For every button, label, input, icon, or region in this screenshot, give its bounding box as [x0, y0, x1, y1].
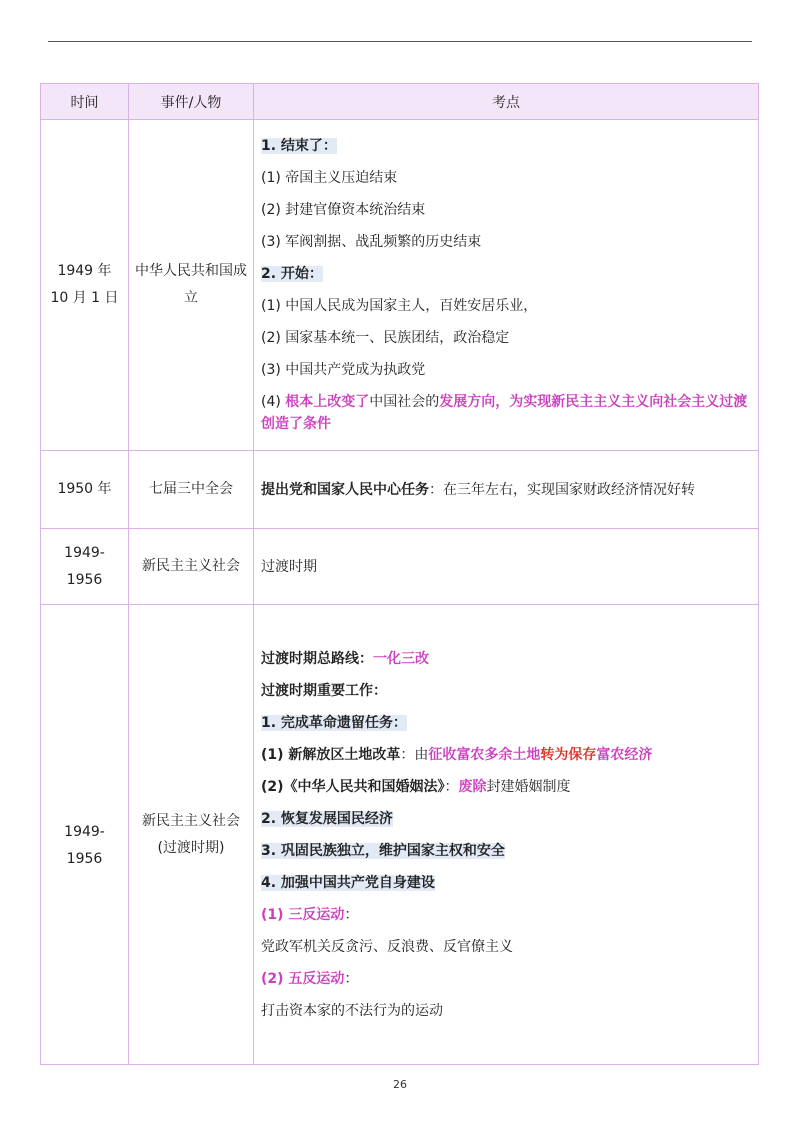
- point-text: (2) 国家基本统一、民族团结，政治稳定: [261, 330, 510, 346]
- point-text: (2)《中华人民共和国婚姻法》: [261, 778, 445, 795]
- point-text: 3. 巩固民族独立，维护国家主权和安全: [261, 842, 505, 859]
- row-time: 1949-1956: [41, 605, 129, 1065]
- table-row: [41, 605, 759, 1065]
- row-points: [254, 451, 759, 529]
- point-text: 党政军机关反贪污、反浪费、反官僚主义: [261, 938, 513, 955]
- point-text: (3) 军阀割据、战乱频繁的历史结束: [261, 234, 482, 250]
- point-line: [261, 771, 751, 803]
- point-line: [261, 194, 751, 226]
- page-number: 26: [393, 1078, 407, 1091]
- point-text: 中国社会的: [369, 394, 440, 410]
- point-text: (1) 帝国主义压迫结束: [261, 170, 398, 186]
- row-time: 1949 年 10 月 1 日: [41, 120, 129, 451]
- point-text: ：: [444, 778, 459, 795]
- notes-table: [40, 83, 759, 1065]
- point-line: [261, 835, 751, 867]
- point-line: [261, 963, 751, 995]
- point-text: (1) 三反运动: [261, 906, 345, 923]
- point-text: 征收富农多余土地: [428, 746, 541, 763]
- row-time: 1949-1956: [41, 529, 129, 605]
- point-line: [261, 290, 751, 322]
- point-text: ：: [344, 906, 359, 923]
- point-text: 2. 恢复发展国民经济: [261, 810, 393, 827]
- point-line: [261, 386, 751, 440]
- point-text: 过渡时期重要工作：: [261, 682, 387, 699]
- row-points: [254, 120, 759, 451]
- point-line: [261, 739, 751, 771]
- point-line: [261, 322, 751, 354]
- point-text: 4. 加强中国共产党自身建设: [261, 874, 435, 891]
- row-event: 七届三中全会: [129, 451, 254, 529]
- point-text: 一化三改: [373, 650, 429, 667]
- point-line: [261, 474, 751, 506]
- point-text: 根本上改变了: [285, 394, 370, 410]
- point-text: 2. 开始：: [261, 266, 323, 282]
- point-text: ：由: [400, 746, 429, 763]
- point-text: 发展方向: [439, 394, 496, 410]
- point-line: [261, 226, 751, 258]
- table-row: [41, 120, 759, 451]
- point-line: [261, 354, 751, 386]
- header-event: 事件/人物: [129, 84, 254, 120]
- row-event: 中华人民共和国成立: [129, 120, 254, 451]
- row-event: 新民主主义社会(过渡时期): [129, 605, 254, 1065]
- point-text: (1) 新解放区土地改革: [261, 746, 401, 763]
- point-line: [261, 643, 751, 675]
- point-line: [261, 867, 751, 899]
- point-text: 转为保存: [540, 746, 597, 763]
- header-points: 考点: [254, 84, 759, 120]
- point-text: (1) 中国人民成为国家主人，百姓安居乐业，: [261, 298, 538, 314]
- point-text: 1. 完成革命遗留任务：: [261, 714, 407, 731]
- point-line: [261, 707, 751, 739]
- point-line: [261, 551, 751, 583]
- point-text: 封建婚姻制度: [486, 778, 571, 795]
- point-line: [261, 162, 751, 194]
- table-row: [41, 451, 759, 529]
- table-header-row: [41, 84, 759, 120]
- point-text: (2) 五反运动: [261, 970, 345, 987]
- point-line: [261, 803, 751, 835]
- point-text: ，为实现新民主主义主义向社会主义过渡创造了条件: [261, 394, 748, 432]
- point-line: [261, 995, 751, 1027]
- point-line: [261, 675, 751, 707]
- point-text: ：在三年左右，实现国家财政经济情况好转: [429, 481, 695, 498]
- row-points: [254, 605, 759, 1065]
- point-text: (4): [261, 394, 286, 410]
- point-text: (3) 中国共产党成为执政党: [261, 362, 426, 378]
- point-text: 提出党和国家人民中心任务: [261, 481, 429, 498]
- row-points: [254, 529, 759, 605]
- point-text: 1. 结束了：: [261, 138, 337, 154]
- point-text: 废除: [458, 778, 487, 795]
- header-rule: [48, 41, 752, 42]
- header-time: 时间: [41, 84, 129, 120]
- point-text: ：: [344, 970, 359, 987]
- point-text: (2) 封建官僚资本统治结束: [261, 202, 426, 218]
- point-line: [261, 258, 751, 290]
- table-row: [41, 529, 759, 605]
- point-line: [261, 899, 751, 931]
- point-text: 打击资本家的不法行为的运动: [261, 1002, 443, 1019]
- row-event: 新民主主义社会: [129, 529, 254, 605]
- point-line: [261, 130, 751, 162]
- row-time: 1950 年: [41, 451, 129, 529]
- point-line: [261, 931, 751, 963]
- point-text: 富农经济: [596, 746, 653, 763]
- point-text: 过渡时期总路线：: [261, 650, 373, 667]
- point-text: 过渡时期: [261, 558, 317, 575]
